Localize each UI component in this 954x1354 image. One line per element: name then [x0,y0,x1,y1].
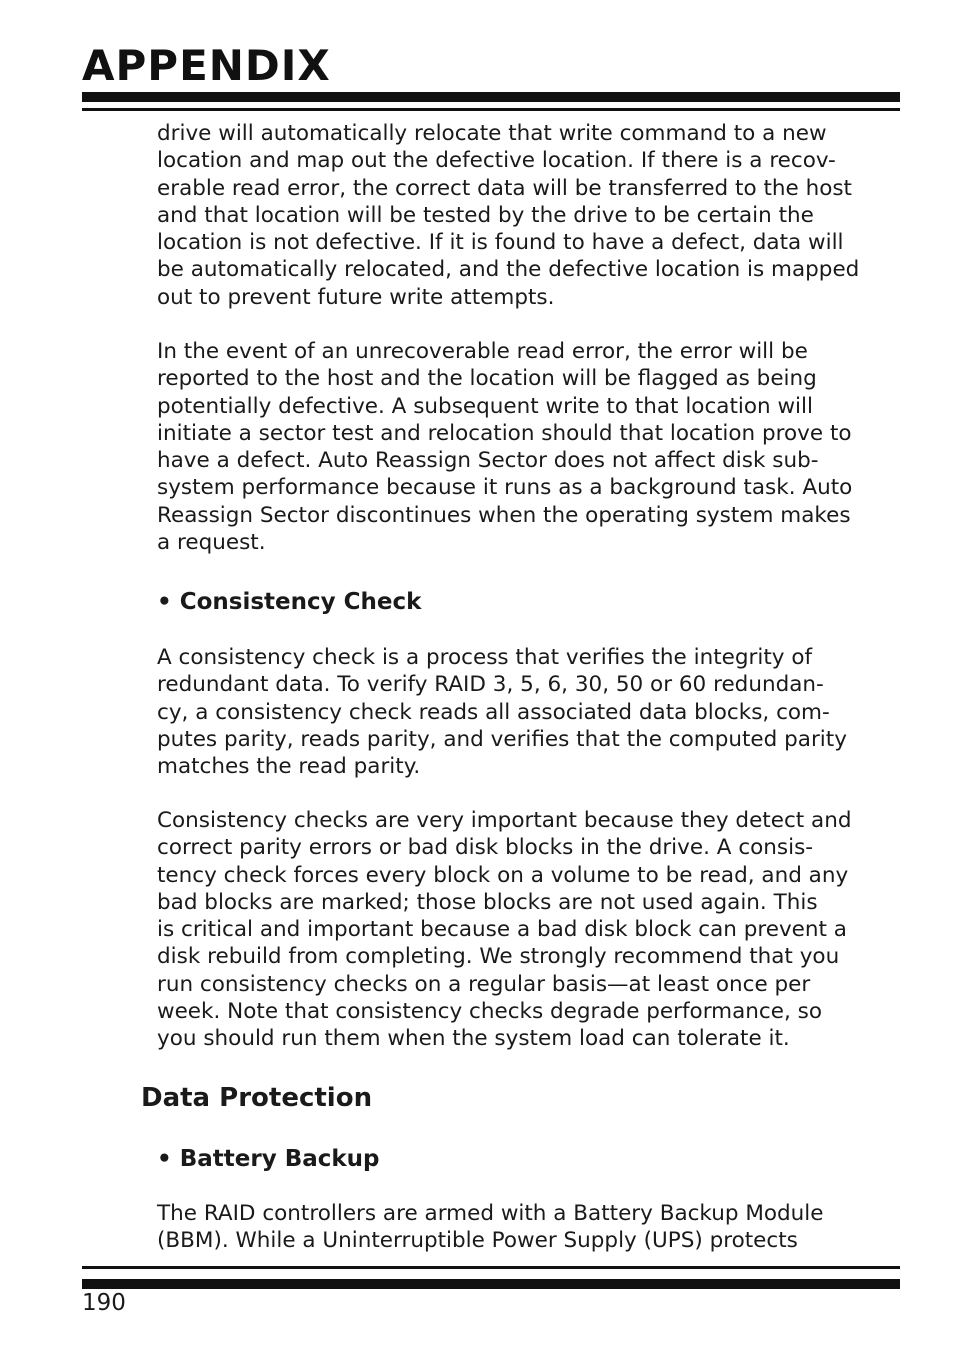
battery-backup-heading: • Battery Backup [157,1146,380,1172]
paragraph-consistency-importance [157,807,902,1053]
page-number: 190 [82,1290,126,1316]
page-title: APPENDIX [82,41,331,90]
paragraph-text: Consistency checks are very important because they detect and correct parity errors or bad disk blocks in the drive. A consis- tency check forces every block on a volume to be read, and any bad blocks are marked; those blocks are not used again. This is critical and important because a bad disk block can prevent a disk rebuild from completing. We strongly recommend that you run consistency checks on a regular basis—at least once per week. Note that consistency checks degrade performance, so you should run them when the system load can tolerate it. [157,808,852,1052]
footer-rule-thick [82,1279,900,1289]
paragraph-battery-backup [157,1200,902,1255]
consistency-check-heading: • Consistency Check [157,589,422,615]
paragraph-unrecoverable-error [157,338,902,556]
header-rule-thin [82,108,900,111]
paragraph-text: A consistency check is a process that verifies the integrity of redundant data. To verify RAID 3, 5, 6, 30, 50 or 60 redundan- cy, a consistency check reads all associated data blocks, com- putes parity, reads parity, and verifies that the computed parity matches the read parity. [157,645,847,780]
paragraph-relocation [157,120,902,311]
paragraph-consistency-definition [157,644,902,780]
paragraph-text: The RAID controllers are armed with a Battery Backup Module (BBM). While a Uninterruptible Power Supply (UPS) protects [157,1201,824,1254]
paragraph-text: drive will automatically relocate that write command to a new location and map out the defective location. If there is a recov- erable read error, the correct data will be transferred to the host and that location will be tested by the drive to be certain the location is not defective. If it is found to have a defect, data will be automatically relocated, and the defective location is mapped out to prevent future write attempts. [157,121,860,310]
header-rule-thick [82,92,900,102]
data-protection-heading: Data Protection [141,1083,373,1113]
paragraph-text: In the event of an unrecoverable read error, the error will be reported to the host and the location will be flagged as being potentially defective. A subsequent write to that location will initiate a sector test and relocation should that location prove to have a defect. Auto Reassign Sector does not affect disk sub- system performance because it runs as a background task. Auto Reassign Sector discontinues when the operating system makes a request. [157,339,853,556]
footer-rule-thin [82,1266,900,1269]
